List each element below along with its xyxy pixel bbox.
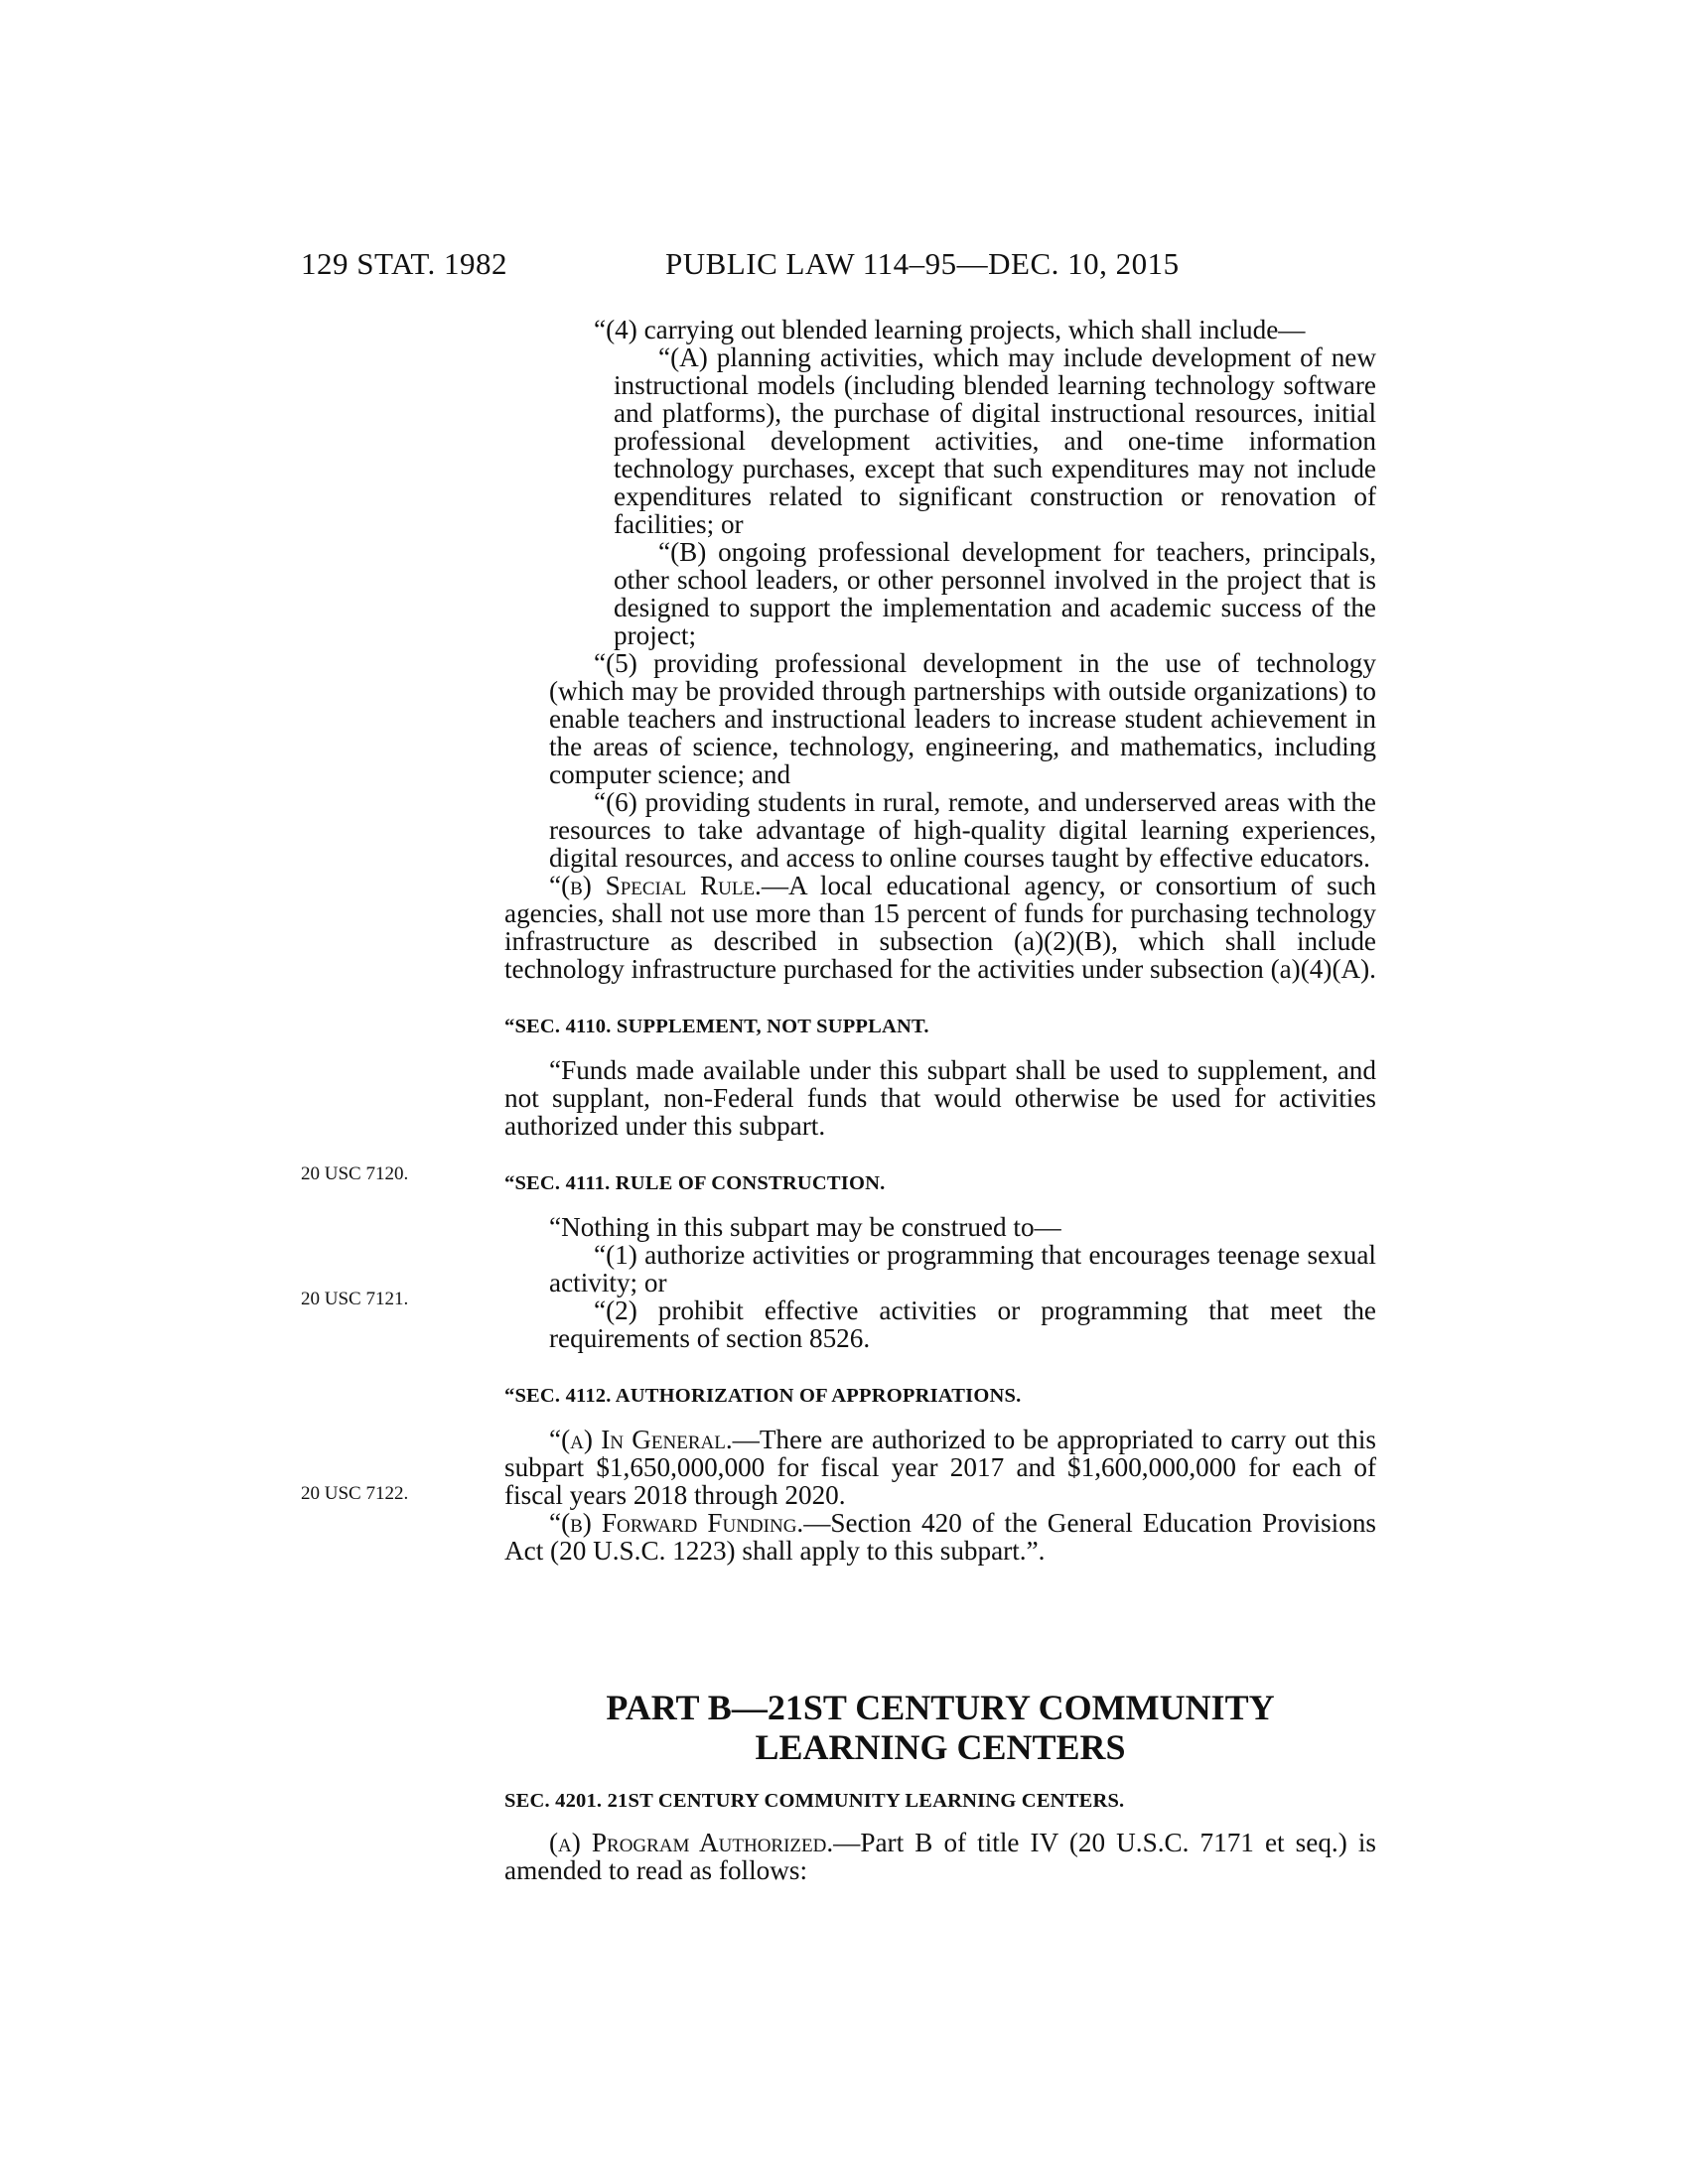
section-4110-text: “Funds made available under this subpart shall be used to supplement, and not supplant, non-Federal funds that would otherwise be used for activities authorized under this subpart. bbox=[504, 1055, 1376, 1141]
section-4111-intro: “Nothing in this subpart may be construed to— bbox=[549, 1212, 1061, 1242]
section-4201-a-heading: (a) Program Authorized. bbox=[549, 1828, 834, 1857]
subsection-b-text: —A local educational agency, or consortium of such agencies, shall not use more than 15 percent of funds for purchasing technology infrastructure as described in subsection (a)(2)(B), which shall include technology infrastructure purchased for the activities under subsection (a)(4)(A). bbox=[504, 871, 1376, 984]
section-4111-item-1: “(1) authorize activities or programming that encourages teenage sexual activity; or bbox=[549, 1240, 1376, 1297]
section-4111-item-2: “(2) prohibit effective activities or programming that meet the requirements of section 8526. bbox=[549, 1296, 1376, 1353]
section-4201-a-text: —Part B of title IV (20 U.S.C. 7171 et seq.) is amended to read as follows: bbox=[504, 1828, 1376, 1885]
running-header: PUBLIC LAW 114–95—DEC. 10, 2015 bbox=[665, 246, 1180, 281]
section-4112-heading: “SEC. 4112. AUTHORIZATION OF APPROPRIATIONS. bbox=[504, 1385, 1022, 1407]
section-4112-a-text: —There are authorized to be appropriated to carry out this subpart $1,650,000,000 for fiscal year 2017 and $1,600,000,000 for each of fiscal years 2018 through 2020. bbox=[504, 1425, 1376, 1510]
part-b-title-line-2: LEARNING CENTERS bbox=[755, 1727, 1126, 1767]
section-4112-b bbox=[504, 1509, 1376, 1565]
stat-page-number: 129 STAT. 1982 bbox=[301, 246, 508, 281]
section-4201 bbox=[504, 1787, 1376, 1884]
section-4201-heading: SEC. 4201. 21ST CENTURY COMMUNITY LEARNING CENTERS. bbox=[504, 1790, 1125, 1812]
section-4201-a bbox=[504, 1829, 1376, 1884]
section-4111-heading: “SEC. 4111. RULE OF CONSTRUCTION. bbox=[504, 1172, 886, 1194]
section-4112-b-text: —Section 420 of the General Education Provisions Act (20 U.S.C. 1223) shall apply to this subpart.”. bbox=[504, 1508, 1376, 1566]
section-4112-a-heading: “(a) In General. bbox=[549, 1425, 733, 1454]
part-b-title bbox=[504, 1688, 1376, 1767]
margin-note-4111: 20 USC 7121. bbox=[301, 1289, 409, 1309]
margin-note-4110: 20 USC 7120. bbox=[301, 1163, 409, 1184]
paragraph-4-a: “(A) planning activities, which may include development of new instructional models (including blended learning technology software and platforms), the purchase of digital instructional resources, initial professional development activities, and one-time information technology purchases, except that such expenditures may not include expenditures related to significant construction or renovation of facilities; or bbox=[614, 342, 1376, 539]
section-4112-a bbox=[504, 1426, 1376, 1509]
section-4112-b-heading: “(b) Forward Funding. bbox=[549, 1508, 804, 1538]
subsection-b-heading: “(b) Special Rule. bbox=[549, 871, 762, 900]
margin-note-4112: 20 USC 7122. bbox=[301, 1483, 409, 1504]
paragraph-5: “(5) providing professional development in the use of technology (which may be provided through partnerships with outside organizations) to enable teachers and instructional leaders to increase student achievement in the areas of science, technology, engineering, and mathematics, including computer science; and bbox=[549, 648, 1376, 789]
paragraph-6: “(6) providing students in rural, remote, and underserved areas with the resources to take advantage of high-quality digital learning experiences, digital resources, and access to online courses taught by effective educators. bbox=[549, 787, 1376, 873]
page-body bbox=[504, 316, 1376, 1565]
section-4110-heading: “SEC. 4110. SUPPLEMENT, NOT SUPPLANT. bbox=[504, 1016, 929, 1037]
subsection-b-special-rule bbox=[504, 872, 1376, 983]
part-b-title-line-1: PART B—21ST CENTURY COMMUNITY bbox=[606, 1688, 1275, 1727]
paragraph-4: “(4) carrying out blended learning projects, which shall include— bbox=[594, 315, 1306, 344]
paragraph-4-b: “(B) ongoing professional development for teachers, principals, other school leaders, or other personnel involved in the project that is designed to support the implementation and academic success of the project; bbox=[614, 537, 1376, 650]
